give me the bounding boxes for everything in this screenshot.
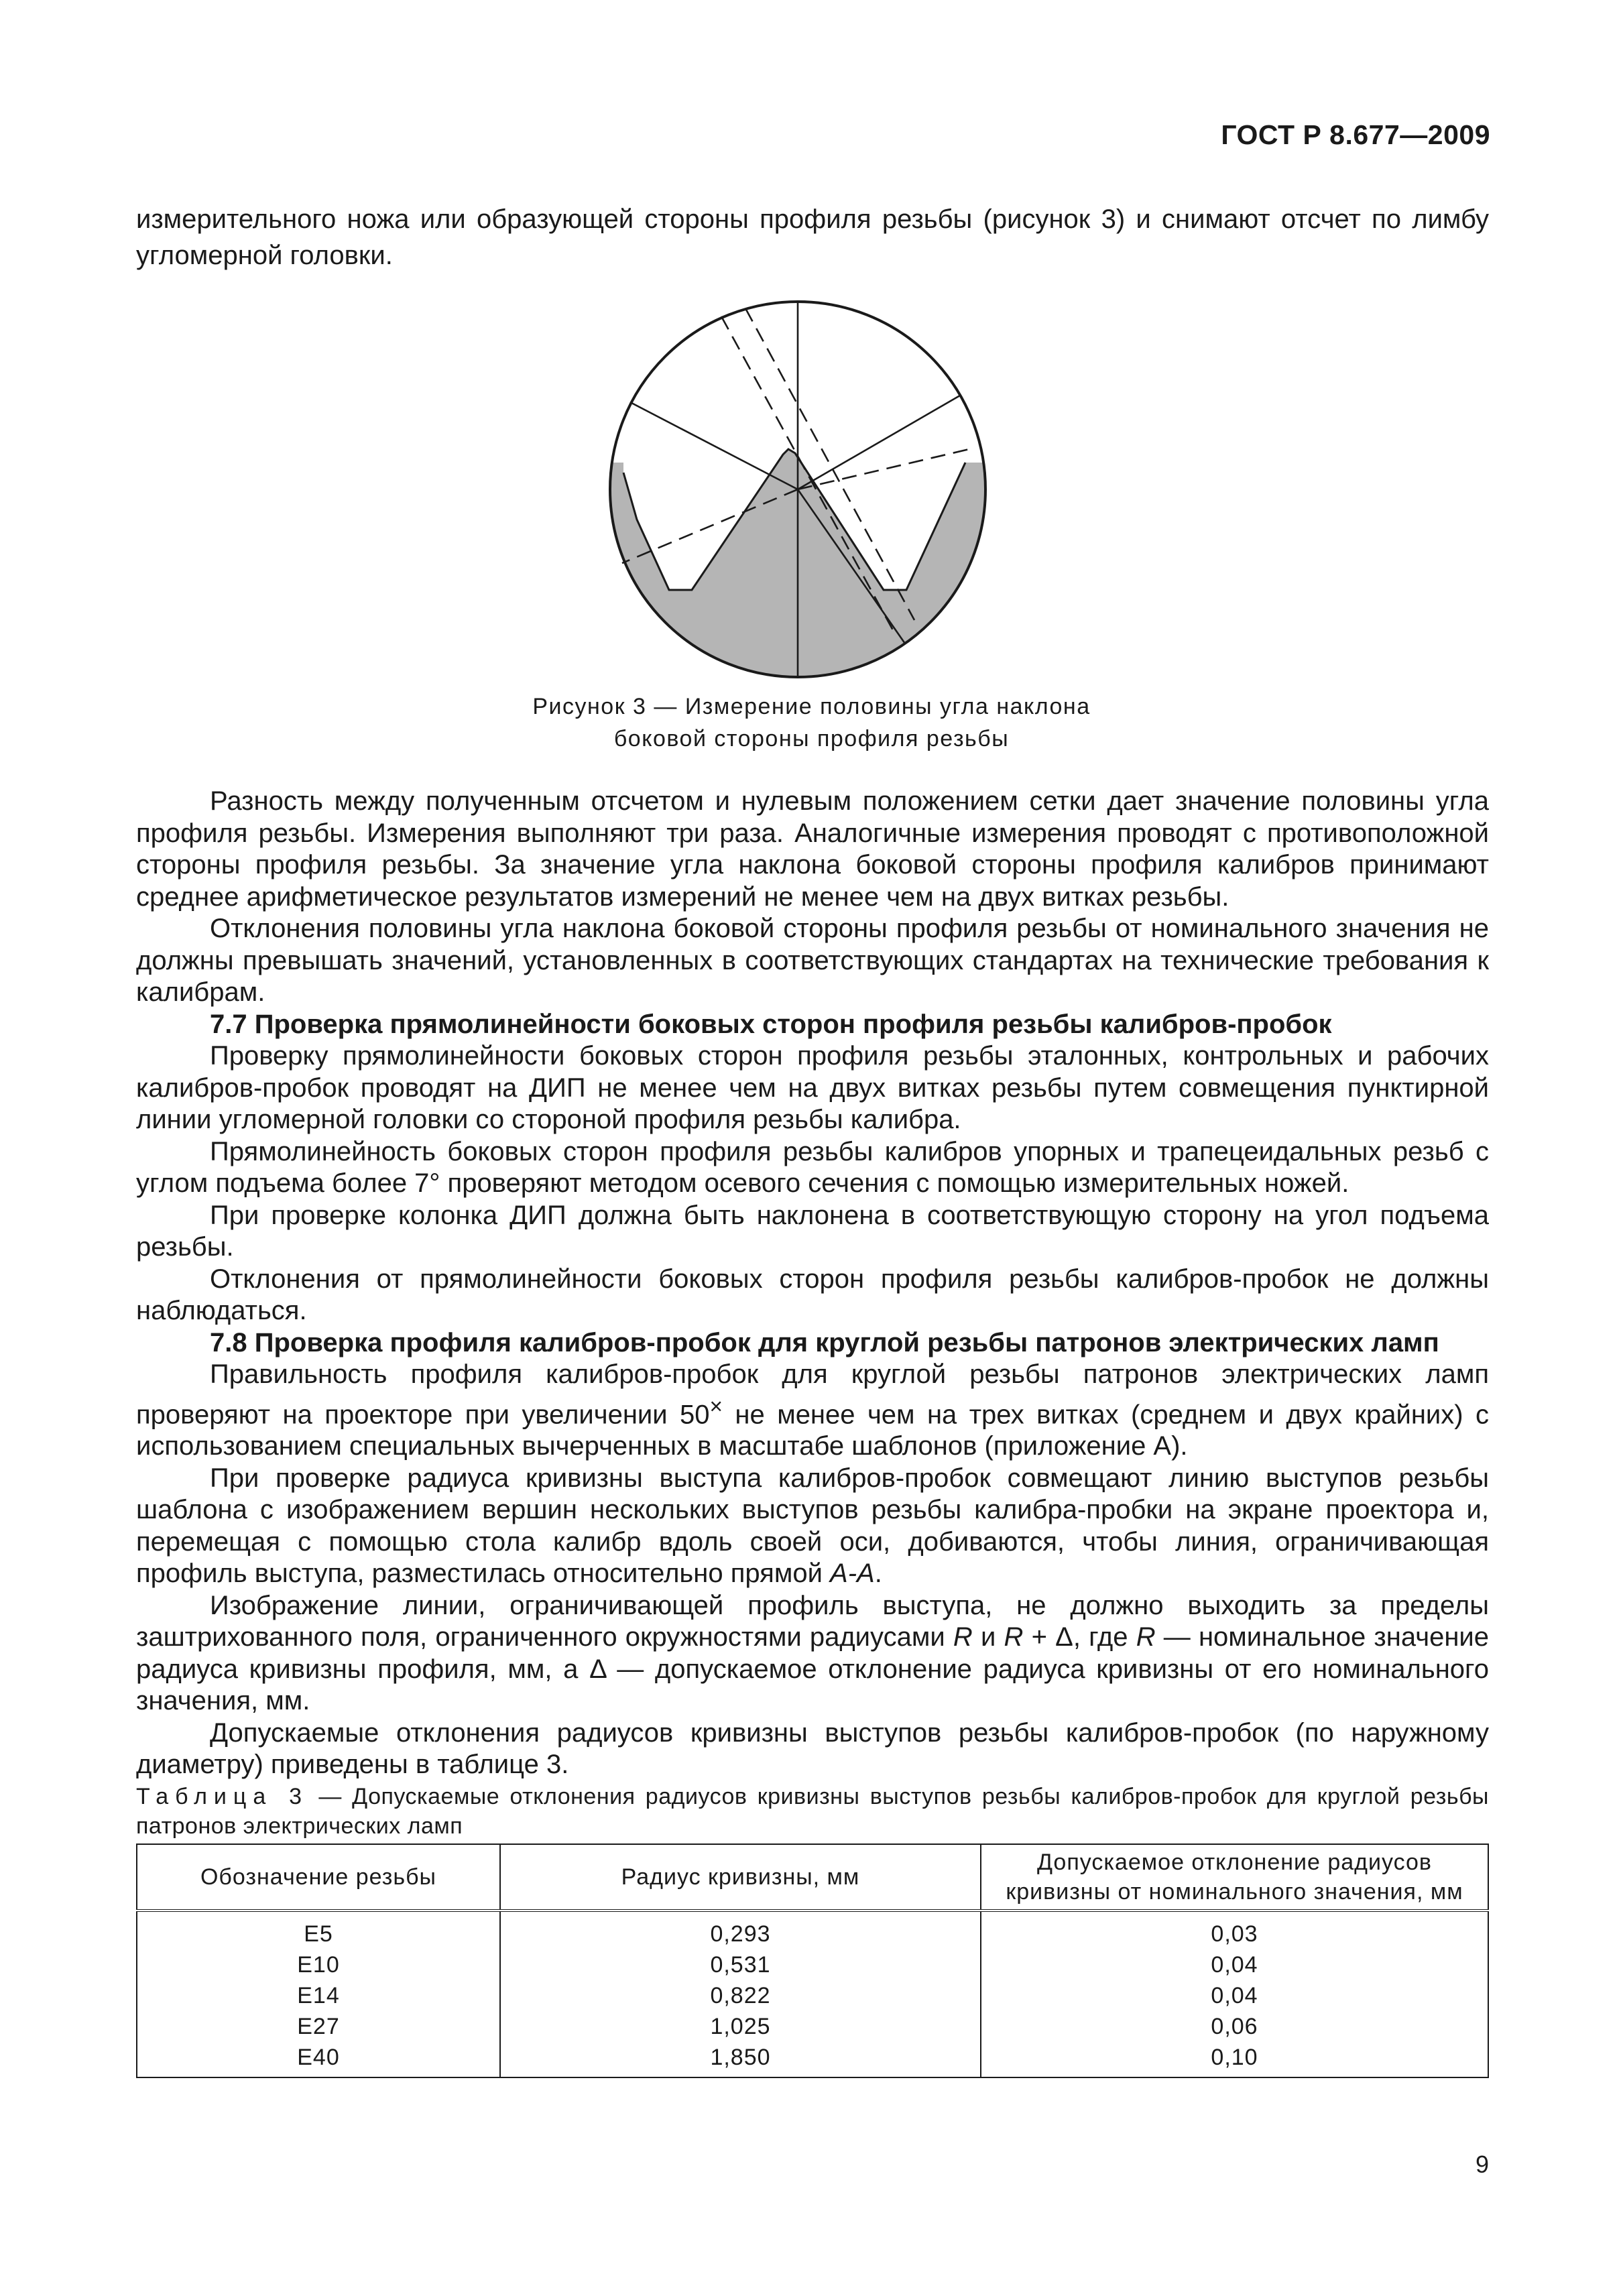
header-radius: Радиус кривизны, мм (500, 1844, 981, 1911)
table-row (137, 1911, 1488, 1949)
caption-line-2: боковой стороны профиля резьбы (613, 726, 1010, 751)
figure-3-diagram (590, 282, 1006, 697)
cell-deviation: 0,06 (981, 2011, 1488, 2042)
paragraph: При проверке колонка ДИП должна быть наклонена в соответствующую сторону на угол подъема резьбы. (136, 1200, 1489, 1262)
text-run: Изображение линии, ограничивающей профиль выступа, не должно выходить за пределы заштрихованного поля, ограниченного окружностями радиусами (136, 1590, 1489, 1652)
section-7-8-title: 7.8 Проверка профиля калибров-пробок для круглой резьбы патронов электрических ламп (210, 1327, 1439, 1357)
cell-deviation: 0,10 (981, 2042, 1488, 2077)
paragraph: Прямолинейность боковых сторон профиля резьбы калибров упорных и трапецеидальных резьб с углом подъема более 7° проверяют методом осевого сечения с помощью измерительных ножей. (136, 1136, 1489, 1198)
caption-line-1: Рисунок 3 — Измерение половины угла наклона (532, 694, 1091, 719)
header-designation: Обозначение резьбы (137, 1844, 500, 1911)
cell-designation: Е5 (137, 1911, 500, 1949)
header-deviation-line-2: кривизны от номинального значения, мм (1006, 1879, 1463, 1905)
header-deviation (981, 1844, 1488, 1911)
paragraph (136, 1590, 1489, 1717)
cell-radius: 0,531 (500, 1949, 981, 1980)
cell-radius: 0,822 (500, 1980, 981, 2011)
intro-text (136, 201, 1489, 274)
body-text (136, 786, 1489, 1781)
text-run: и (972, 1622, 1004, 1652)
text-run: — номинальное значение радиуса кривизны профиля, мм, а Δ — допускаемое отклонение радиуса кривизны от его номинального значения, мм. (136, 1622, 1489, 1716)
radius-symbol: R (953, 1622, 973, 1652)
intro-paragraph: измерительного ножа или образующей стороны профиля резьбы (рисунок 3) и снимают отсчет по лимбу угломерной головки. (136, 204, 1489, 270)
cell-designation: Е40 (137, 2042, 500, 2077)
text-run: + Δ, где (1023, 1622, 1136, 1652)
paragraph: Отклонения половины угла наклона боковой стороны профиля резьбы от номинального значения не должны превышать значений, установленных в соответствующих стандартах на технические требования к калибрам. (136, 914, 1489, 1007)
cell-designation: Е27 (137, 2011, 500, 2042)
cell-designation: Е10 (137, 1949, 500, 1980)
table-row (137, 1980, 1488, 2011)
paragraph (136, 1359, 1489, 1463)
line-a-a-label: А-А (830, 1559, 875, 1589)
cell-deviation: 0,04 (981, 1980, 1488, 2011)
cell-deviation: 0,03 (981, 1911, 1488, 1949)
text-run: не менее чем на трех витках (среднем и двух крайних) с использованием специальных вычерченных в масштабе шаблонов (приложение А). (136, 1399, 1489, 1461)
table-row (137, 2011, 1488, 2042)
paragraph: Разность между полученным отсчетом и нулевым положением сетки дает значение половины угла профиля резьбы. Измерения выполняют три раза. Аналогичные измерения проводят с противоположной стороны профиля резьбы. За значение угла наклона боковой стороны профиля калибров принимают среднее арифметическое результатов измерений не менее чем на двух витках резьбы. (136, 786, 1489, 912)
table-row (137, 1949, 1488, 1980)
figure-caption (0, 690, 1623, 755)
radius-symbol: R (1136, 1622, 1156, 1652)
paragraph: Проверку прямолинейности боковых сторон профиля резьбы эталонных, контрольных и рабочих калибров-пробок проводят на ДИП не менее чем на двух витках резьбы путем совмещения пунктирной линии угломерной головки со стороной профиля резьбы калибра. (136, 1041, 1489, 1134)
text-run: . (874, 1559, 882, 1589)
table-row (137, 2042, 1488, 2077)
paragraph (136, 1463, 1489, 1590)
cell-designation: Е14 (137, 1980, 500, 2011)
section-7-7-title: 7.7 Проверка прямолинейности боковых сторон профиля резьбы калибров-пробок (210, 1009, 1332, 1039)
table-3 (136, 1844, 1489, 2078)
cell-deviation: 0,04 (981, 1949, 1488, 1980)
radius-symbol: R (1004, 1622, 1024, 1652)
paragraph: Допускаемые отклонения радиусов кривизны выступов резьбы калибров-пробок (по наружному диаметру) приведены в таблице 3. (136, 1717, 1489, 1780)
cell-radius: 1,025 (500, 2011, 981, 2042)
cell-radius: 1,850 (500, 2042, 981, 2077)
text-run: Правильность профиля калибров-пробок для круглой резьбы патронов электрических ламп проверяют на проекторе при увеличении 50 (136, 1360, 1489, 1429)
paragraph: Отклонения от прямолинейности боковых сторон профиля резьбы калибров-пробок не должны наблюдаться. (136, 1264, 1489, 1325)
figure-3 (590, 282, 1006, 697)
table-header-row (137, 1844, 1488, 1911)
table-title-text: — Допускаемые отклонения радиусов кривизны выступов резьбы калибров-пробок для круглой резьбы патронов электрических ламп (136, 1784, 1489, 1839)
table-3-title (136, 1782, 1489, 1841)
document-standard-number: ГОСТ Р 8.677—2009 (1221, 119, 1490, 150)
cell-radius: 0,293 (500, 1911, 981, 1949)
magnification-sign: × (709, 1394, 723, 1419)
page-number: 9 (1475, 2151, 1489, 2178)
text-run: При проверке радиуса кривизны выступа калибров-пробок совмещают линию выступов резьбы шаблона с изображением вершин нескольких выступов резьбы калибра-пробки на экране проектора и, перемещая с помощью стола калибр вдоль своей оси, добиваются, чтобы линия, ограничивающая профиль выступа, разместилась относительно прямой (136, 1463, 1489, 1589)
header-deviation-line-1: Допускаемое отклонение радиусов (1037, 1850, 1432, 1875)
table-label: Таблица 3 (136, 1784, 309, 1809)
